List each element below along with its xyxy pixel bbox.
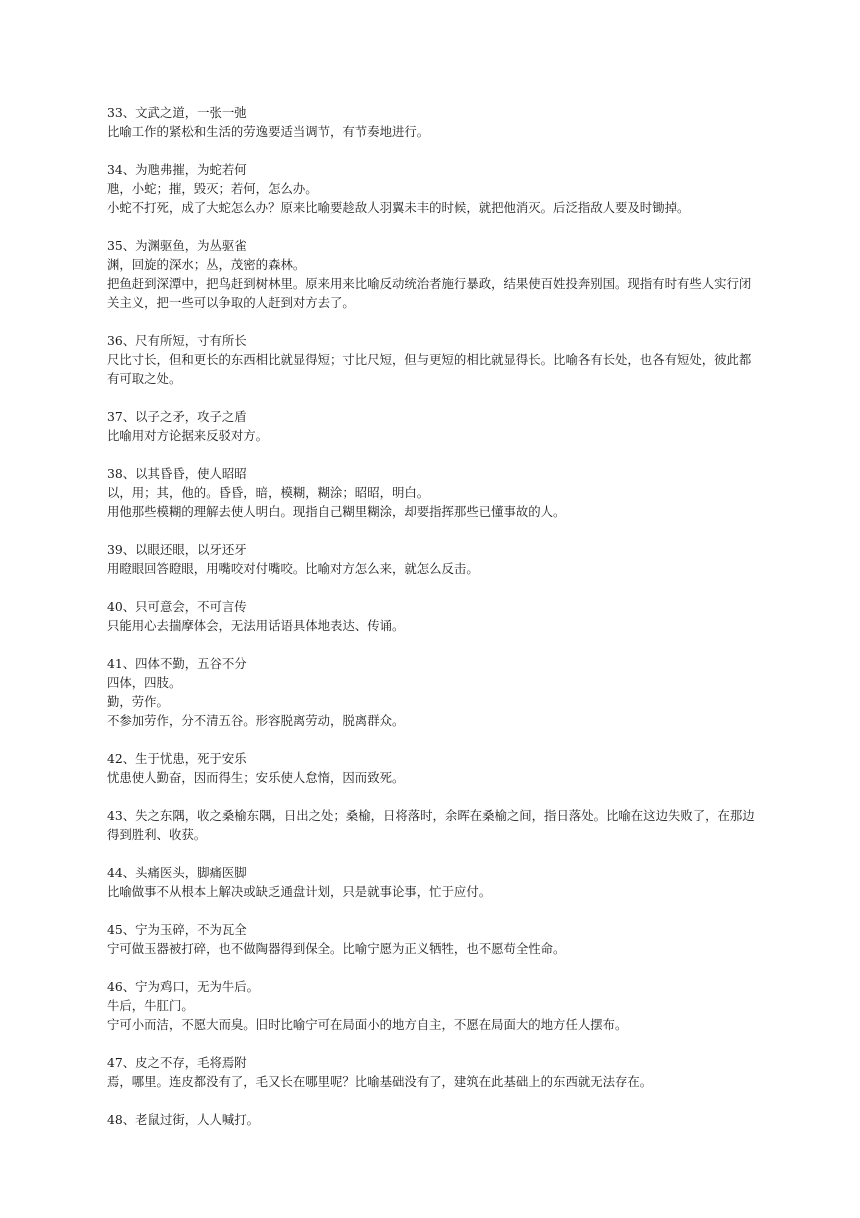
idiom-explanation: 比喻用对方论据来反驳对方。 — [107, 428, 269, 443]
idiom-entry — [107, 749, 757, 787]
idiom-entry — [107, 1110, 757, 1129]
idiom-explanation: 用他那些模糊的理解去使人明白。现指自己糊里糊涂，却要指挥那些已懂事故的人。 — [107, 504, 566, 519]
idiom-explanation: 虺，小蛇；摧，毁灭；若何，怎么办。 — [107, 181, 318, 196]
idiom-explanation: 小蛇不打死，成了大蛇怎么办？原来比喻要趁敌人羽翼未丰的时候，就把他消灭。后泛指敌人要及时锄掉。 — [107, 200, 690, 215]
idiom-entry — [107, 103, 757, 141]
idiom-explanation: 以，用；其，他的。昏昏，暗，模糊，糊涂；昭昭，明白。 — [107, 485, 430, 500]
idiom-entry — [107, 920, 757, 958]
idiom-entry — [107, 977, 757, 1034]
idiom-explanation: 四体，四肢。 — [107, 675, 182, 690]
idiom-entry — [107, 160, 757, 217]
idiom-explanation: 比喻工作的紧松和生活的劳逸要适当调节，有节奏地进行。 — [107, 124, 430, 139]
idiom-explanation: 牛后，牛肛门。 — [107, 998, 194, 1013]
idiom-entry — [107, 597, 757, 635]
idiom-explanation: 宁可做玉器被打碎，也不做陶器得到保全。比喻宁愿为正义牺牲，也不愿苟全性命。 — [107, 941, 566, 956]
idiom-title: 45、宁为玉碎，不为瓦全 — [107, 922, 247, 937]
idiom-title: 33、文武之道，一张一弛 — [107, 105, 247, 120]
idiom-entry — [107, 331, 757, 388]
idiom-explanation: 渊，回旋的深水；丛，茂密的森林。 — [107, 257, 306, 272]
idiom-title: 42、生于忧患，死于安乐 — [107, 751, 247, 766]
idiom-explanation: 用瞪眼回答瞪眼，用嘴咬对付嘴咬。比喻对方怎么来，就怎么反击。 — [107, 561, 479, 576]
idiom-title: 47、皮之不存，毛将焉附 — [107, 1055, 247, 1070]
idiom-explanation: 尺比寸长，但和更长的东西相比就显得短；寸比尺短，但与更短的相比就显得长。比喻各有长处，也各有短处，彼此都有可取之处。 — [107, 352, 752, 386]
idiom-explanation: 勤，劳作。 — [107, 694, 169, 709]
idiom-title: 34、为虺弗摧，为蛇若何 — [107, 162, 247, 177]
idiom-entry — [107, 236, 757, 312]
document-page — [107, 103, 757, 1148]
idiom-explanation: 把鱼赶到深潭中，把鸟赶到树林里。原来用来比喻反动统治者施行暴政，结果使百姓投奔别国。现指有时有些人实行闭关主义，把一些可以争取的人赶到对方去了。 — [107, 276, 752, 310]
idiom-title: 39、以眼还眼，以牙还牙 — [107, 542, 247, 557]
idiom-entry — [107, 407, 757, 445]
idiom-title: 48、老鼠过街，人人喊打。 — [107, 1112, 260, 1127]
idiom-title: 40、只可意会，不可言传 — [107, 599, 247, 614]
idiom-explanation: 忧患使人勤奋，因而得生；安乐使人怠惰，因而致死。 — [107, 770, 405, 785]
idiom-title: 43、失之东隅，收之桑榆东隅，日出之处；桑榆，日将落时，余晖在桑榆之间，指日落处。比喻在这边失败了，在那边得到胜利、收获。 — [107, 808, 755, 842]
idiom-title: 37、以子之矛，攻子之盾 — [107, 409, 247, 424]
idiom-explanation: 不参加劳作，分不清五谷。形容脱离劳动，脱离群众。 — [107, 713, 405, 728]
idiom-title: 46、宁为鸡口，无为牛后。 — [107, 979, 260, 994]
idiom-entry — [107, 654, 757, 730]
idiom-explanation: 宁可小而洁，不愿大而臭。旧时比喻宁可在局面小的地方自主，不愿在局面大的地方任人摆布。 — [107, 1017, 628, 1032]
idiom-title: 35、为渊驱鱼，为丛驱雀 — [107, 238, 247, 253]
idiom-explanation: 比喻做事不从根本上解决或缺乏通盘计划，只是就事论事，忙于应付。 — [107, 884, 492, 899]
idiom-title: 36、尺有所短，寸有所长 — [107, 333, 247, 348]
idiom-title: 41、四体不勤，五谷不分 — [107, 656, 247, 671]
idiom-explanation: 只能用心去揣摩体会，无法用话语具体地表达、传诵。 — [107, 618, 405, 633]
idiom-explanation: 焉，哪里。连皮都没有了，毛又长在哪里呢？比喻基础没有了，建筑在此基础上的东西就无法存在。 — [107, 1074, 653, 1089]
idiom-entry — [107, 863, 757, 901]
idiom-title: 44、头痛医头，脚痛医脚 — [107, 865, 247, 880]
idiom-entry — [107, 464, 757, 521]
idiom-title: 38、以其昏昏，使人昭昭 — [107, 466, 247, 481]
idiom-entry — [107, 540, 757, 578]
idiom-entry — [107, 1053, 757, 1091]
idiom-entry — [107, 806, 757, 844]
